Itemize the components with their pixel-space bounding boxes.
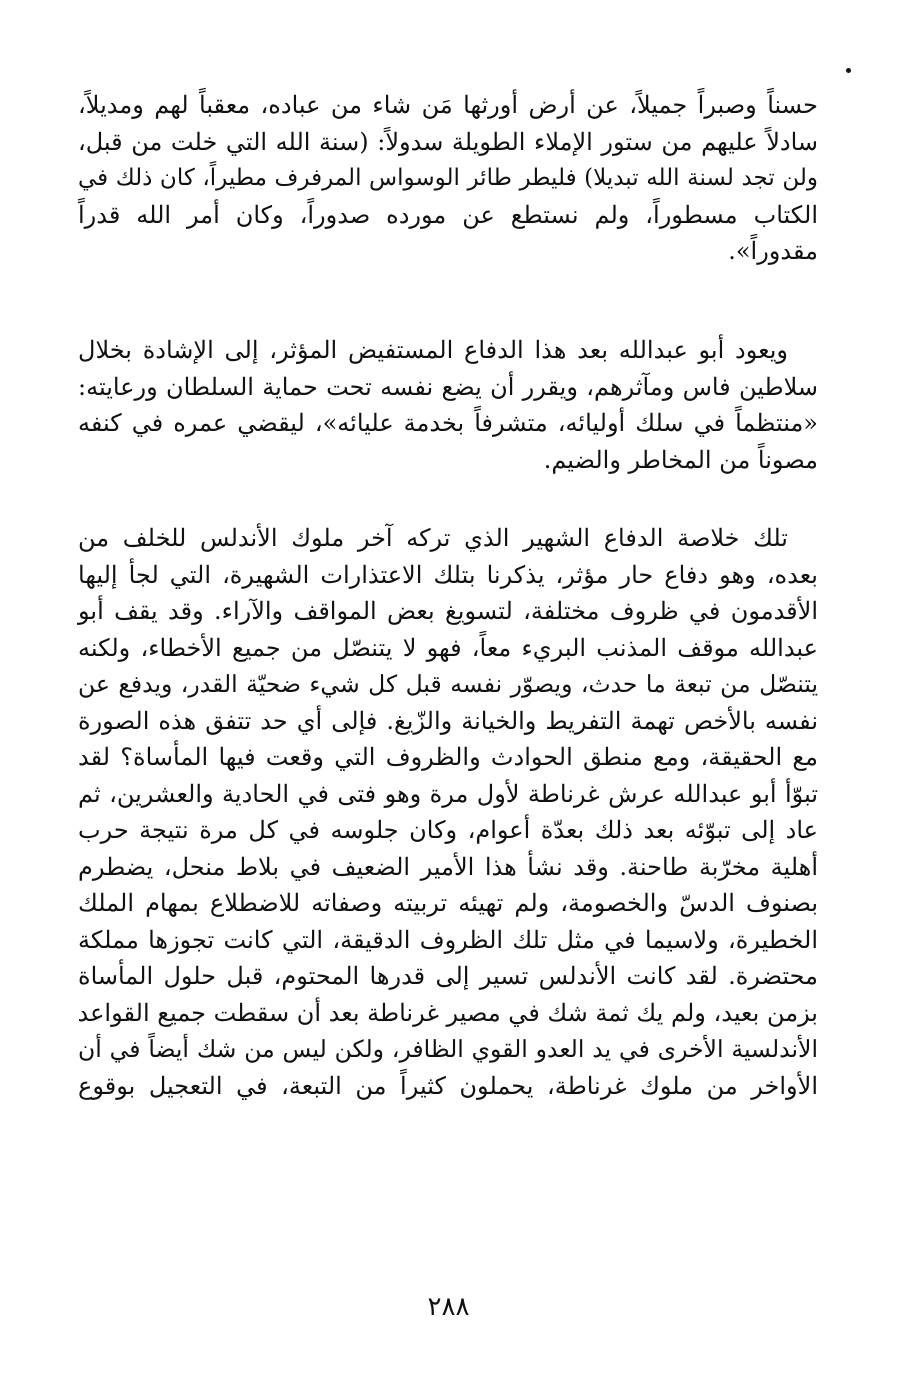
text-line: بزمن بعيد، ولم يك ثمة شك في مصير غرناطة بعد أن سقطت جميع القواعد <box>77 998 818 1027</box>
text-line: ولن تجد لسنة الله تبديلا) فليطر طائر الوسواس المرفرف مطيراً، كان ذلك في <box>78 165 818 191</box>
page-number: ٢٨٨ <box>427 1292 470 1322</box>
text-line: تبوّأ أبو عبدالله عرش غرناطة لأول مرة وهو فتى في الحادية والعشرين، ثم <box>78 779 818 808</box>
paragraph-3 <box>78 520 818 1104</box>
text-line: سادلاً عليهم من ستور الإملاء الطويلة سدولاً: (سنة الله التي خلت من قبل، <box>78 127 818 156</box>
text-line: الأندلسية الأخرى في يد العدو القوي الظافر، ولكن ليس من شك أيضاً في أن <box>78 1035 818 1063</box>
text-line: نفسه بالأخص تهمة التفريط والخيانة والزّيغ. فإلى أي حد تتفق هذه الصورة <box>78 706 818 735</box>
text-line: مع الحقيقة، ومع منطق الحوادث والظروف التي وقعت فيها المأساة؟ لقد <box>78 743 818 771</box>
paragraph-2 <box>78 332 818 478</box>
text-line: بعده، وهو دفاع حار مؤثر، يذكرنا بتلك الاعتذارات الشهيرة، التي لجأ إليها <box>78 560 818 589</box>
text-line: «منتظماً في سلك أوليائه، متشرفاً بخدمة عليائه»، ليقضي عمره في كنفه <box>78 409 818 437</box>
text-line: الأقدمون في ظروف مختلفة، لتسويغ بعض المواقف والآراء. وقد يقف أبو <box>78 597 818 625</box>
text-line: عاد إلى تبوّئه بعد ذلك بعدّة أعوام، وكان جلوسه في كل مرة نتيجة حرب <box>78 816 818 844</box>
margin-dot <box>846 68 851 73</box>
text-line: ويعود أبو عبدالله بعد هذا الدفاع المستفيض المؤثر، إلى الإشادة بخلال <box>78 336 788 364</box>
text-line: مصوناً من المخاطر والضيم. <box>543 445 818 474</box>
text-line: سلاطين فاس ومآثرهم، ويقرر أن يضع نفسه تحت حماية السلطان ورعايته: <box>78 372 818 401</box>
text-line: مقدوراً». <box>728 237 818 265</box>
text-line: بصنوف الدسّ والخصومة، ولم تهيئه تربيته وصفاته للاضطلاع بمهام الملك <box>78 889 818 917</box>
text-line: حسناً وصبراً جميلاً، عن أرض أورثها مَن شاء من عباده، معقباً لهم ومديلاً، <box>78 91 818 119</box>
text-line: الأواخر من ملوك غرناطة، يحملون كثيراً من التبعة، في التعجيل بوقوع <box>78 1071 818 1100</box>
text-line: يتنصّل من تبعة ما حدث، ويصوّر نفسه قبل كل شيء ضحيّة القدر، ويدفع عن <box>78 670 818 698</box>
text-line: الخطيرة، ولاسيما في مثل تلك الظروف الدقيقة، التي كانت تجوزها مملكة <box>78 925 819 954</box>
text-line: أهلية مخرّبة طاحنة. وقد نشأ هذا الأمير الضعيف في بلاط منحل، يضطرم <box>78 852 818 881</box>
text-line: عبدالله موقف المذنب البريء معاً، فهو لا يتنصّل من جميع الأخطاء، ولكنه <box>78 633 818 662</box>
text-line: تلك خلاصة الدفاع الشهير الذي تركه آخر ملوك الأندلس للخلف من <box>78 524 788 552</box>
text-line: محتضرة. لقد كانت الأندلس تسير إلى قدرها المحتوم، قبل حلول المأساة <box>78 962 818 990</box>
text-line: الكتاب مسطوراً، ولم نستطع عن مورده صدوراً، وكان أمر الله قدراً <box>78 200 818 229</box>
paragraph-1 <box>78 87 818 270</box>
